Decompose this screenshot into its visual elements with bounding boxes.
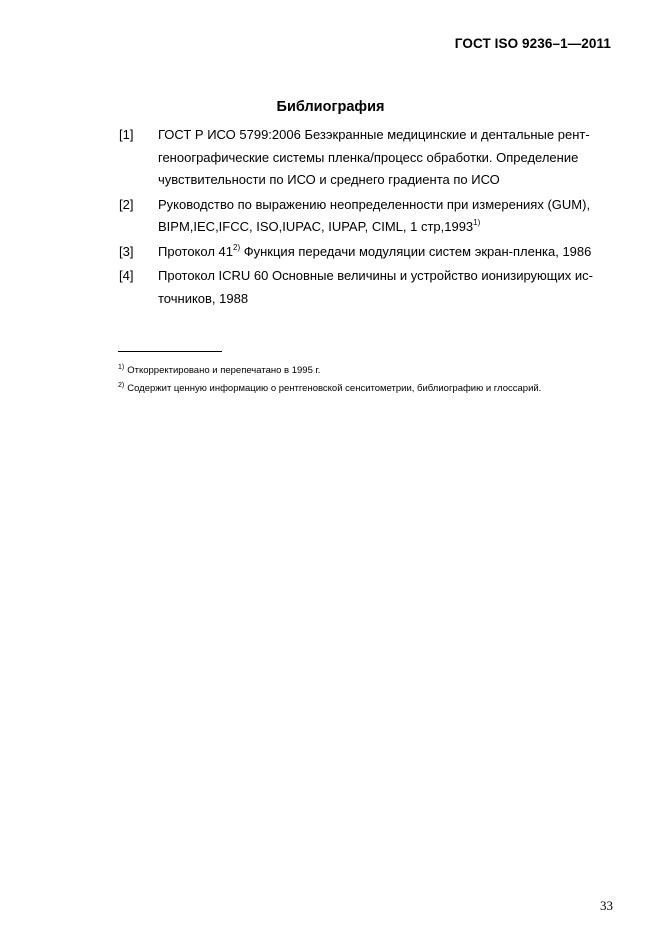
footnote-divider — [118, 351, 222, 352]
bibliography-entry — [119, 241, 619, 264]
footnote-text: Откорректировано и перепечатано в 1995 г. — [127, 365, 321, 376]
entry-number: [1] — [119, 127, 134, 142]
document-code-header: ГОСТ ISO 9236–1—2011 — [454, 36, 611, 51]
footnote — [118, 362, 638, 380]
footnote — [118, 380, 638, 398]
entry-text — [158, 194, 619, 239]
bibliography-entry — [119, 124, 619, 192]
section-title: Библиография — [276, 99, 385, 115]
entry-text-main: Протокол 41 — [158, 243, 233, 259]
entry-text-rest: Функция передачи модуляции систем экран-пленка, 1986 — [240, 243, 592, 259]
entry-text-main: ГОСТ Р ИСО 5799:2006 Безэкранные медицинские и дентальные рент-геноографические системы пленка/процесс обработки. Определение чувствительности по ИСО и среднего градиента по ИСО — [158, 127, 590, 187]
bibliography-list — [119, 124, 619, 310]
entry-number: [3] — [119, 243, 134, 259]
footnote-text: Содержит ценную информацию о рентгеновской сенситометрии, библиографию и глоссарий. — [127, 383, 542, 394]
entry-text-main: Руководство по выражению неопределенности при измерениях (GUM), BIPM,IEC,IFCC, ISO,IUPAC, IUPAP, CIML, 1 стр,1993 — [158, 196, 591, 234]
entry-text — [158, 124, 619, 192]
footnote-ref: 1) — [473, 218, 481, 227]
page-number: 33 — [600, 898, 613, 913]
bibliography-entry — [119, 194, 619, 239]
footnote-mark: 1) — [118, 364, 125, 371]
entry-text — [158, 265, 619, 310]
footnotes — [118, 362, 638, 398]
entry-number: [4] — [119, 268, 134, 283]
footnote-ref: 2) — [233, 242, 241, 252]
entry-number: [2] — [119, 196, 134, 212]
footnote-mark: 2) — [118, 382, 125, 389]
entry-text — [158, 241, 619, 264]
bibliography-entry — [119, 265, 619, 310]
entry-text-main: Протокол ICRU 60 Основные величины и устройство ионизирующих ис-точников, 1988 — [158, 268, 593, 306]
